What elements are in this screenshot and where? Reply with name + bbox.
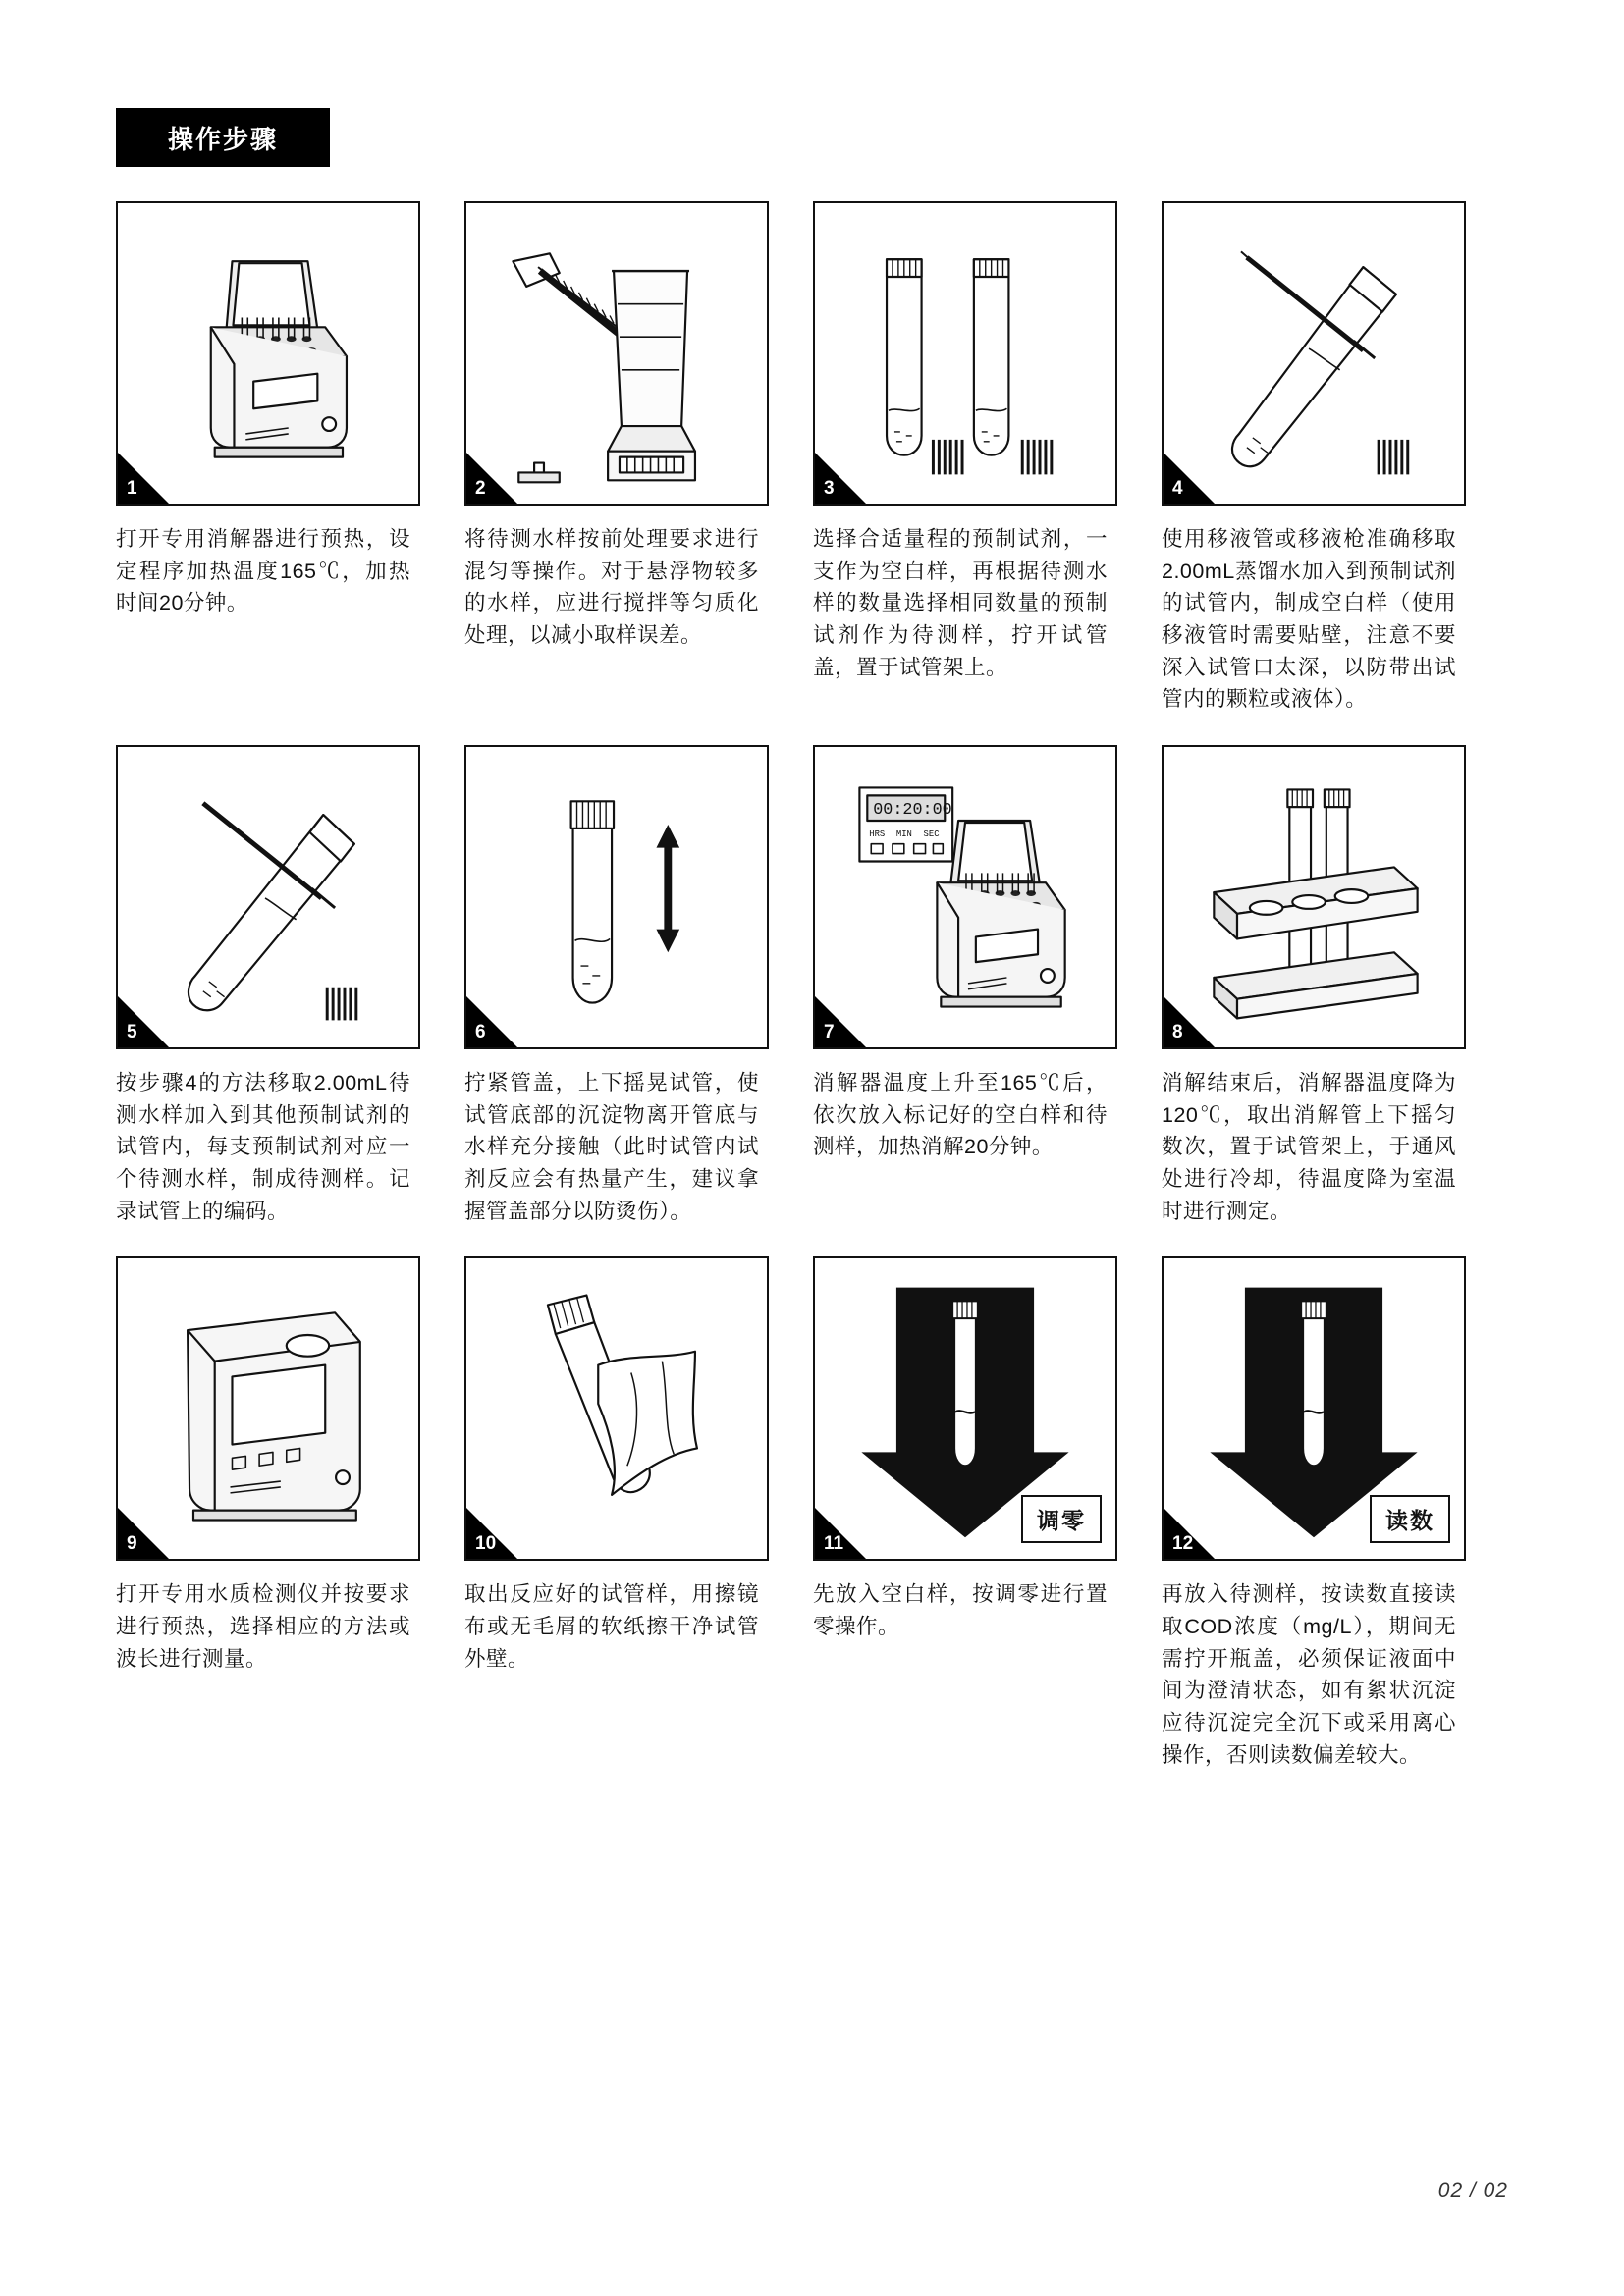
step-figure [1162, 1256, 1466, 1561]
step-corner [1164, 996, 1215, 1047]
step-caption: 打开专用消解器进行预热，设定程序加热温度165℃，加热时间20分钟。 [116, 527, 410, 615]
step-figure [1162, 745, 1466, 1049]
step-caption: 拧紧管盖，上下摇晃试管，使试管底部的沉淀物离开管底与水样充分接触（此时试管内试剂反应会有热量产生，建议拿握管盖部分以防烫伤）。 [464, 1071, 759, 1223]
step-caption: 消解器温度上升至165℃后，依次放入标记好的空白样和待测样，加热消解20分钟。 [813, 1071, 1108, 1159]
step-caption: 消解结束后，消解器温度降为120℃，取出消解管上下摇匀数次，置于试管架上，于通风处进行冷却，待温度降为室温时进行测定。 [1162, 1071, 1456, 1223]
step-number: 10 [475, 1533, 497, 1555]
step-item [116, 201, 464, 716]
step-figure [464, 201, 769, 506]
step-figure [813, 201, 1117, 506]
timer-sec-label: SEC [923, 828, 940, 839]
step-figure [464, 745, 769, 1049]
step-item [464, 201, 813, 716]
timer-hrs-label: HRS [869, 828, 886, 839]
step-figure [813, 745, 1117, 1049]
step-corner [1164, 453, 1215, 504]
step-corner [815, 453, 866, 504]
step-caption: 使用移液管或移液枪准确移取2.00mL蒸馏水加入到预制试剂的试管内，制成空白样（使用移液管时需要贴壁，注意不要深入试管口太深，以防带出试管内的颗粒或液体）。 [1162, 527, 1456, 712]
step-figure [116, 745, 420, 1049]
step-number: 7 [824, 1022, 835, 1043]
step-caption: 将待测水样按前处理要求进行混匀等操作。对于悬浮物较多的水样，应进行搅拌等匀质化处理，以减小取样误差。 [464, 527, 759, 648]
step-corner [815, 996, 866, 1047]
read-badge: 读数 [1370, 1495, 1450, 1543]
step-number: 4 [1172, 478, 1183, 499]
step-corner [118, 996, 169, 1047]
step-corner [466, 453, 517, 504]
step-item [1162, 1256, 1510, 1771]
step-item [813, 201, 1162, 716]
step-caption: 打开专用水质检测仪并按要求进行预热，选择相应的方法或波长进行测量。 [116, 1582, 410, 1671]
step-number: 6 [475, 1022, 486, 1043]
page-footer: 02 / 02 [1437, 2179, 1508, 2202]
step-corner [118, 1508, 169, 1559]
step-caption: 选择合适量程的预制试剂，一支作为空白样，再根据待测水样的数量选择相同数量的预制试剂作为待测样，拧开试管盖，置于试管架上。 [813, 527, 1108, 679]
step-figure [813, 1256, 1117, 1561]
step-number: 12 [1172, 1533, 1194, 1555]
step-number: 8 [1172, 1022, 1183, 1043]
timer-min-label: MIN [895, 828, 912, 839]
timer-display-text: 00:20:00 [873, 801, 952, 821]
step-number: 3 [824, 478, 835, 499]
step-number: 2 [475, 478, 486, 499]
step-figure [1162, 201, 1466, 506]
step-corner [118, 453, 169, 504]
step-number: 9 [127, 1533, 137, 1555]
step-item [1162, 745, 1510, 1227]
step-item [813, 745, 1162, 1227]
step-item [464, 745, 813, 1227]
section-title-banner [116, 108, 330, 167]
step-caption: 先放入空白样，按调零进行置零操作。 [813, 1582, 1108, 1639]
step-figure [464, 1256, 769, 1561]
step-item [116, 745, 464, 1227]
step-caption: 按步骤4的方法移取2.00mL待测水样加入到其他预制试剂的试管内，每支预制试剂对应一个待测水样，制成待测样。记录试管上的编码。 [116, 1071, 410, 1223]
step-item [813, 1256, 1162, 1771]
step-caption: 再放入待测样，按读数直接读取COD浓度（mg/L），期间无需拧开瓶盖，必须保证液面中间为澄清状态，如有絮状沉淀应待沉淀完全沉下或采用离心操作，否则读数偏差较大。 [1162, 1582, 1456, 1767]
steps-grid [116, 201, 1510, 1800]
section-title-text: 操作步骤 [167, 124, 278, 154]
step-figure [116, 201, 420, 506]
step-corner [466, 996, 517, 1047]
step-item [116, 1256, 464, 1771]
step-caption: 取出反应好的试管样，用擦镜布或无毛屑的软纸擦干净试管外壁。 [464, 1582, 759, 1671]
step-item [1162, 201, 1510, 716]
zero-badge: 调零 [1021, 1495, 1102, 1543]
step-item [464, 1256, 813, 1771]
step-figure [116, 1256, 420, 1561]
step-number: 5 [127, 1022, 137, 1043]
step-number: 1 [127, 478, 137, 499]
step-number: 11 [824, 1533, 844, 1555]
